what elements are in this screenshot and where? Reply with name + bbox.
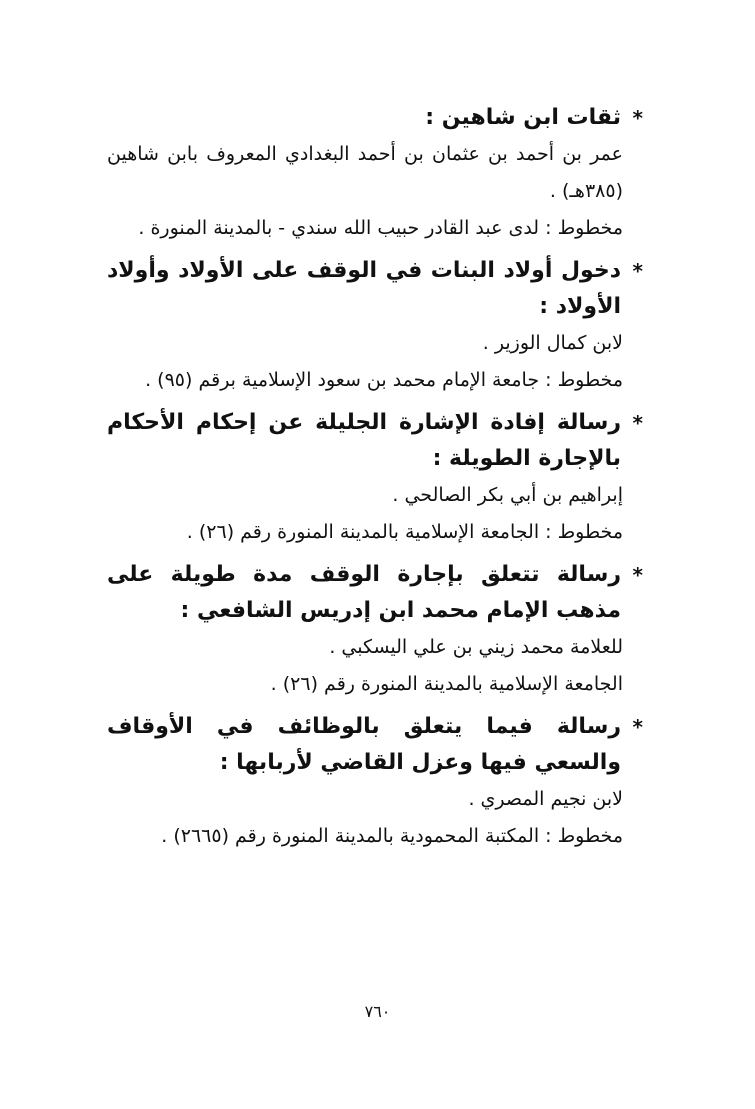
entry-location: مخطوط : الجامعة الإسلامية بالمدينة المنورة رقم (٢٦) . [186, 521, 623, 543]
entry-author: للعلامة محمد زيني بن علي اليسكبي . [329, 636, 623, 658]
bullet-icon: * [632, 715, 643, 739]
entry-title-text: رسالة تتعلق بإجارة الوقف مدة طويلة على مذهب الإمام محمد ابن إدريس الشافعي : [107, 562, 621, 623]
entry-title-text: رسالة فيما يتعلق بالوظائف في الأوقاف والسعي فيها وعزل القاضي لأربابها : [107, 714, 621, 775]
entry-title-text: رسالة إفادة الإشارة الجليلة عن إحكام الأحكام بالإجارة الطويلة : [107, 410, 621, 471]
bibliography-entry-4 [107, 557, 643, 703]
page-number: ٧٦٠ [364, 1002, 391, 1021]
entry-location: مخطوط : جامعة الإمام محمد بن سعود الإسلامية برقم (٩٥) . [145, 369, 623, 391]
entry-location: مخطوط : لدى عبد القادر حبيب الله سندي - بالمدينة المنورة . [138, 217, 623, 239]
entry-title [107, 100, 643, 136]
bullet-icon: * [632, 259, 643, 283]
entry-title-text: ثقات ابن شاهين : [425, 105, 621, 130]
bullet-icon: * [632, 106, 643, 130]
entry-location: الجامعة الإسلامية بالمدينة المنورة رقم (٢٦) . [270, 673, 623, 695]
entry-author: عمر بن أحمد بن عثمان بن أحمد البغدادي المعروف بابن شاهين (٣٨٥هـ) . [107, 143, 623, 202]
bibliography-entry-5 [107, 709, 643, 855]
bibliography-entry-3 [107, 405, 643, 551]
entry-author: لابن نجيم المصري . [468, 788, 623, 810]
bullet-icon: * [632, 563, 643, 587]
bibliography-entry-1 [107, 100, 643, 247]
entry-location: مخطوط : المكتبة المحمودية بالمدينة المنورة رقم (٢٦٦٥) . [161, 825, 623, 847]
entry-title [107, 405, 643, 477]
entry-author: لابن كمال الوزير . [482, 332, 623, 354]
entry-title-text: دخول أولاد البنات في الوقف على الأولاد وأولاد الأولاد : [107, 258, 621, 319]
entry-title [107, 709, 643, 781]
entry-title [107, 253, 643, 325]
entry-title [107, 557, 643, 629]
bibliography-list [107, 100, 643, 861]
entry-author: إبراهيم بن أبي بكر الصالحي . [392, 484, 623, 506]
bibliography-entry-2 [107, 253, 643, 399]
bullet-icon: * [632, 411, 643, 435]
